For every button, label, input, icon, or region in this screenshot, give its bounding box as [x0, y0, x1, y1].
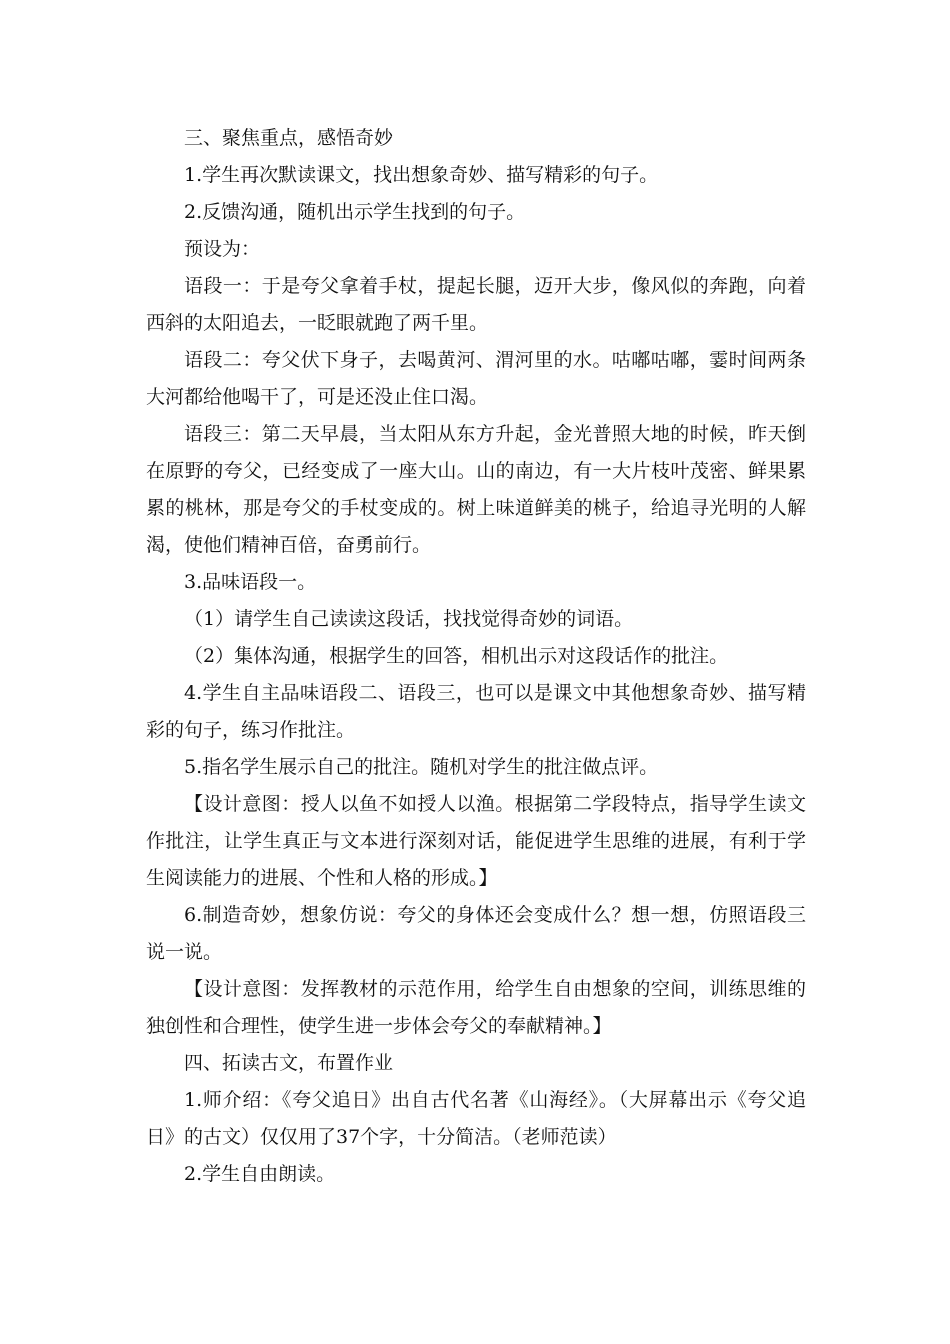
passage-paragraph: 语段二：夸父伏下身子，去喝黄河、渭河里的水。咕嘟咕嘟，霎时间两条大河都给他喝干了，可是还没止住口渴。	[146, 349, 806, 408]
step-item: 5.指名学生展示自己的批注。随机对学生的批注做点评。	[184, 756, 659, 778]
design-intent-note: 【设计意图：授人以鱼不如授人以渔。根据第二学段特点，指导学生读文作批注，让学生真正与文本进行深刻对话，能促进学生思维的进展，有利于学生阅读能力的进展、个性和人格的形成。】	[146, 793, 806, 889]
sub-step-item: （2）集体沟通，根据学生的回答，相机出示对这段话作的批注。	[184, 645, 729, 667]
step-item: 2.反馈沟通，随机出示学生找到的句子。	[184, 201, 526, 223]
step-item: 2.学生自由朗读。	[184, 1163, 336, 1185]
step-item: 4.学生自主品味语段二、语段三，也可以是课文中其他想象奇妙、描写精彩的句子，练习作批注。	[146, 682, 806, 741]
step-item: 1.师介绍：《夸父追日》出自古代名著《山海经》。（大屏幕出示《夸父追日》的古文）仅仅用了37个字，十分简洁。（老师范读）	[146, 1089, 806, 1148]
step-item: 6.制造奇妙，想象仿说：夸父的身体还会变成什么？想一想，仿照语段三说一说。	[146, 904, 806, 963]
sub-step-item: （1）请学生自己读读这段话，找找觉得奇妙的词语。	[184, 608, 634, 630]
step-item: 3.品味语段一。	[184, 571, 317, 593]
section-heading: 三、聚焦重点，感悟奇妙	[184, 127, 394, 149]
document-body	[146, 120, 806, 1193]
preset-label: 预设为：	[184, 238, 261, 260]
passage-paragraph: 语段一：于是夸父拿着手杖，提起长腿，迈开大步，像风似的奔跑，向着西斜的太阳追去，一眨眼就跑了两千里。	[146, 275, 806, 334]
step-item: 1.学生再次默读课文，找出想象奇妙、描写精彩的句子。	[184, 164, 659, 186]
passage-paragraph: 语段三：第二天早晨，当太阳从东方升起，金光普照大地的时候，昨天倒在原野的夸父，已经变成了一座大山。山的南边，有一大片枝叶茂密、鲜果累累的桃林，那是夸父的手杖变成的。树上味道鲜美的桃子，给追寻光明的人解渴，使他们精神百倍，奋勇前行。	[146, 423, 806, 556]
design-intent-note: 【设计意图：发挥教材的示范作用，给学生自由想象的空间，训练思维的独创性和合理性，使学生进一步体会夸父的奉献精神。】	[146, 978, 806, 1037]
section-heading: 四、拓读古文，布置作业	[184, 1052, 394, 1074]
